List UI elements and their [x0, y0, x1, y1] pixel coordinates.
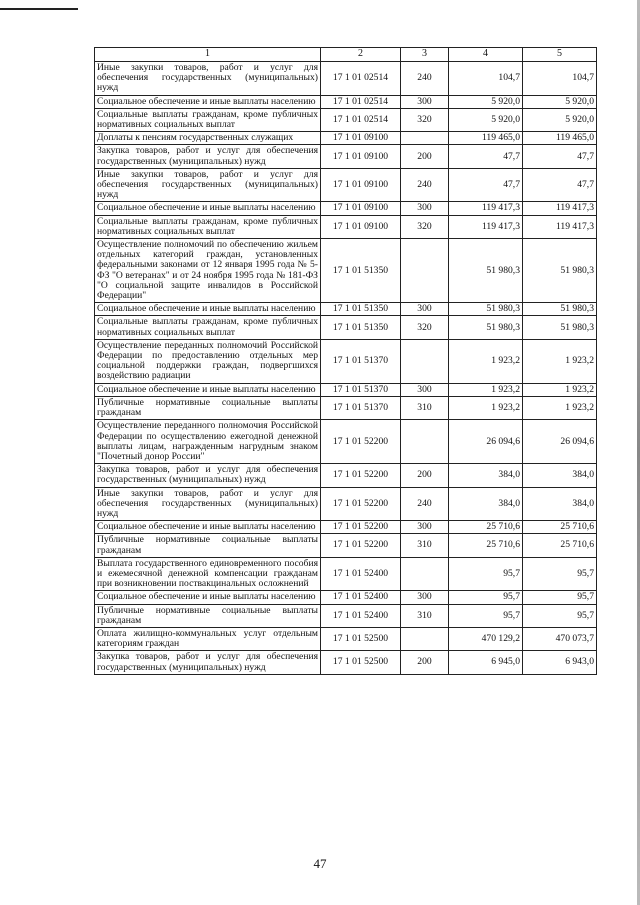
amount-col4-cell: 25 710,6	[449, 521, 523, 534]
amount-col5-cell: 119 417,3	[523, 202, 597, 215]
table-row	[95, 145, 597, 168]
column-header: 5	[523, 48, 597, 62]
amount-col4-cell: 51 980,3	[449, 239, 523, 303]
table-row	[95, 591, 597, 604]
amount-col4-cell: 384,0	[449, 464, 523, 487]
table-row	[95, 303, 597, 316]
row-name-cell: Доплаты к пенсиям государственных служащих	[95, 132, 321, 145]
row-name-cell: Социальные выплаты гражданам, кроме публичных нормативных социальных выплат	[95, 215, 321, 238]
amount-col5-cell: 384,0	[523, 487, 597, 521]
row-name-cell: Закупка товаров, работ и услуг для обеспечения государственных (муниципальных) нужд	[95, 464, 321, 487]
target-code-cell: 17 1 01 52400	[321, 604, 401, 627]
target-code-cell: 17 1 01 52400	[321, 591, 401, 604]
expense-type-cell: 310	[401, 604, 449, 627]
target-code-cell: 17 1 01 51370	[321, 396, 401, 419]
table-row	[95, 557, 597, 591]
table-row	[95, 95, 597, 108]
amount-col4-cell: 6 945,0	[449, 651, 523, 674]
table-row	[95, 132, 597, 145]
amount-col5-cell: 1 923,2	[523, 339, 597, 383]
amount-col4-cell: 470 129,2	[449, 627, 523, 650]
amount-col5-cell: 95,7	[523, 557, 597, 591]
expense-type-cell: 240	[401, 62, 449, 96]
expense-type-cell	[401, 132, 449, 145]
target-code-cell: 17 1 01 51350	[321, 316, 401, 339]
amount-col4-cell: 1 923,2	[449, 383, 523, 396]
target-code-cell: 17 1 01 02514	[321, 62, 401, 96]
row-name-cell: Иные закупки товаров, работ и услуг для обеспечения государственных (муниципальных) нужд	[95, 168, 321, 202]
table-row	[95, 464, 597, 487]
amount-col4-cell: 26 094,6	[449, 420, 523, 464]
table-row	[95, 604, 597, 627]
expense-type-cell: 200	[401, 145, 449, 168]
amount-col4-cell: 95,7	[449, 557, 523, 591]
target-code-cell: 17 1 01 09100	[321, 168, 401, 202]
row-name-cell: Социальное обеспечение и иные выплаты населению	[95, 591, 321, 604]
target-code-cell: 17 1 01 52200	[321, 521, 401, 534]
expense-type-cell	[401, 420, 449, 464]
column-header: 1	[95, 48, 321, 62]
amount-col4-cell: 119 417,3	[449, 202, 523, 215]
target-code-cell: 17 1 01 51370	[321, 383, 401, 396]
amount-col4-cell: 47,7	[449, 145, 523, 168]
amount-col5-cell: 95,7	[523, 604, 597, 627]
amount-col5-cell: 95,7	[523, 591, 597, 604]
amount-col5-cell: 119 417,3	[523, 215, 597, 238]
row-name-cell: Выплата государственного единовременного пособия и ежемесячной денежной компенсации гражданам при возникновении поствакцинальных осложнений	[95, 557, 321, 591]
amount-col4-cell: 119 465,0	[449, 132, 523, 145]
amount-col5-cell: 5 920,0	[523, 95, 597, 108]
amount-col4-cell: 51 980,3	[449, 303, 523, 316]
amount-col5-cell: 47,7	[523, 168, 597, 202]
top-rule	[0, 8, 78, 10]
target-code-cell: 17 1 01 52200	[321, 420, 401, 464]
amount-col4-cell: 104,7	[449, 62, 523, 96]
amount-col5-cell: 51 980,3	[523, 239, 597, 303]
amount-col4-cell: 1 923,2	[449, 396, 523, 419]
amount-col5-cell: 51 980,3	[523, 316, 597, 339]
target-code-cell: 17 1 01 52500	[321, 627, 401, 650]
table-row	[95, 339, 597, 383]
row-name-cell: Социальное обеспечение и иные выплаты населению	[95, 521, 321, 534]
amount-col4-cell: 47,7	[449, 168, 523, 202]
amount-col4-cell: 1 923,2	[449, 339, 523, 383]
amount-col5-cell: 47,7	[523, 145, 597, 168]
amount-col5-cell: 1 923,2	[523, 396, 597, 419]
target-code-cell: 17 1 01 52200	[321, 487, 401, 521]
table-row	[95, 396, 597, 419]
row-name-cell: Социальное обеспечение и иные выплаты населению	[95, 383, 321, 396]
table-row	[95, 521, 597, 534]
row-name-cell: Публичные нормативные социальные выплаты гражданам	[95, 604, 321, 627]
expense-type-cell: 300	[401, 383, 449, 396]
expense-type-cell	[401, 339, 449, 383]
row-name-cell: Социальное обеспечение и иные выплаты населению	[95, 202, 321, 215]
row-name-cell: Иные закупки товаров, работ и услуг для обеспечения государственных (муниципальных) нужд	[95, 487, 321, 521]
row-name-cell: Оплата жилищно-коммунальных услуг отдельным категориям граждан	[95, 627, 321, 650]
target-code-cell: 17 1 01 09100	[321, 145, 401, 168]
page-number: 47	[313, 856, 327, 871]
amount-col4-cell: 95,7	[449, 604, 523, 627]
target-code-cell: 17 1 01 09100	[321, 132, 401, 145]
amount-col4-cell: 51 980,3	[449, 316, 523, 339]
table-row	[95, 239, 597, 303]
amount-col5-cell: 25 710,6	[523, 534, 597, 557]
target-code-cell: 17 1 01 51350	[321, 303, 401, 316]
table-row	[95, 420, 597, 464]
row-name-cell: Осуществление полномочий по обеспечению жильем отдельных категорий граждан, установленных федеральными законами от 12 января 1995 года № 5-ФЗ "О ветеранах" и от 24 ноября 1995 года № 181-ФЗ "О социальной защите инвалидов в Российской Федерации"	[95, 239, 321, 303]
expense-type-cell: 320	[401, 215, 449, 238]
expense-type-cell: 310	[401, 396, 449, 419]
column-header: 4	[449, 48, 523, 62]
expense-type-cell	[401, 627, 449, 650]
expense-type-cell: 240	[401, 168, 449, 202]
target-code-cell: 17 1 01 52400	[321, 557, 401, 591]
expense-type-cell	[401, 557, 449, 591]
table-row	[95, 108, 597, 131]
row-name-cell: Осуществление переданного полномочия Российской Федерации по осуществлению ежегодной денежной выплаты лицам, награжденным нагрудным знаком "Почетный донор России"	[95, 420, 321, 464]
target-code-cell: 17 1 01 51370	[321, 339, 401, 383]
expense-type-cell: 300	[401, 521, 449, 534]
row-name-cell: Социальные выплаты гражданам, кроме публичных нормативных социальных выплат	[95, 108, 321, 131]
expense-type-cell: 320	[401, 108, 449, 131]
amount-col4-cell: 95,7	[449, 591, 523, 604]
expense-type-cell: 300	[401, 591, 449, 604]
row-name-cell: Закупка товаров, работ и услуг для обеспечения государственных (муниципальных) нужд	[95, 145, 321, 168]
row-name-cell: Социальное обеспечение и иные выплаты населению	[95, 303, 321, 316]
target-code-cell: 17 1 01 52200	[321, 534, 401, 557]
amount-col5-cell: 25 710,6	[523, 521, 597, 534]
amount-col5-cell: 5 920,0	[523, 108, 597, 131]
table-row	[95, 487, 597, 521]
row-name-cell: Иные закупки товаров, работ и услуг для обеспечения государственных (муниципальных) нужд	[95, 62, 321, 96]
table-row	[95, 383, 597, 396]
amount-col4-cell: 25 710,6	[449, 534, 523, 557]
row-name-cell: Осуществление переданных полномочий Российской Федерации по предоставлению отдельных мер социальной поддержки граждан, подвергшихся воздействию радиации	[95, 339, 321, 383]
expense-type-cell: 320	[401, 316, 449, 339]
header-row	[95, 48, 597, 62]
target-code-cell: 17 1 01 09100	[321, 215, 401, 238]
amount-col5-cell: 470 073,7	[523, 627, 597, 650]
amount-col4-cell: 5 920,0	[449, 95, 523, 108]
table-row	[95, 62, 597, 96]
expense-type-cell	[401, 239, 449, 303]
amount-col5-cell: 1 923,2	[523, 383, 597, 396]
table-row	[95, 627, 597, 650]
target-code-cell: 17 1 01 51350	[321, 239, 401, 303]
row-name-cell: Публичные нормативные социальные выплаты гражданам	[95, 396, 321, 419]
target-code-cell: 17 1 01 02514	[321, 108, 401, 131]
row-name-cell: Социальные выплаты гражданам, кроме публичных нормативных социальных выплат	[95, 316, 321, 339]
expense-type-cell: 300	[401, 95, 449, 108]
table-row	[95, 534, 597, 557]
expense-type-cell: 200	[401, 651, 449, 674]
amount-col5-cell: 104,7	[523, 62, 597, 96]
amount-col5-cell: 6 943,0	[523, 651, 597, 674]
amount-col5-cell: 384,0	[523, 464, 597, 487]
expense-type-cell: 300	[401, 303, 449, 316]
amount-col4-cell: 5 920,0	[449, 108, 523, 131]
amount-col5-cell: 119 465,0	[523, 132, 597, 145]
target-code-cell: 17 1 01 09100	[321, 202, 401, 215]
row-name-cell: Социальное обеспечение и иные выплаты населению	[95, 95, 321, 108]
row-name-cell: Публичные нормативные социальные выплаты гражданам	[95, 534, 321, 557]
target-code-cell: 17 1 01 02514	[321, 95, 401, 108]
expense-type-cell: 300	[401, 202, 449, 215]
table-row	[95, 215, 597, 238]
expense-type-cell: 310	[401, 534, 449, 557]
table-row	[95, 202, 597, 215]
amount-col4-cell: 384,0	[449, 487, 523, 521]
table-row	[95, 168, 597, 202]
amount-col5-cell: 51 980,3	[523, 303, 597, 316]
table-row	[95, 316, 597, 339]
expense-type-cell: 240	[401, 487, 449, 521]
column-header: 3	[401, 48, 449, 62]
budget-table	[94, 47, 597, 675]
amount-col5-cell: 26 094,6	[523, 420, 597, 464]
table-row	[95, 651, 597, 674]
expense-type-cell: 200	[401, 464, 449, 487]
column-header: 2	[321, 48, 401, 62]
row-name-cell: Закупка товаров, работ и услуг для обеспечения государственных (муниципальных) нужд	[95, 651, 321, 674]
target-code-cell: 17 1 01 52500	[321, 651, 401, 674]
amount-col4-cell: 119 417,3	[449, 215, 523, 238]
target-code-cell: 17 1 01 52200	[321, 464, 401, 487]
